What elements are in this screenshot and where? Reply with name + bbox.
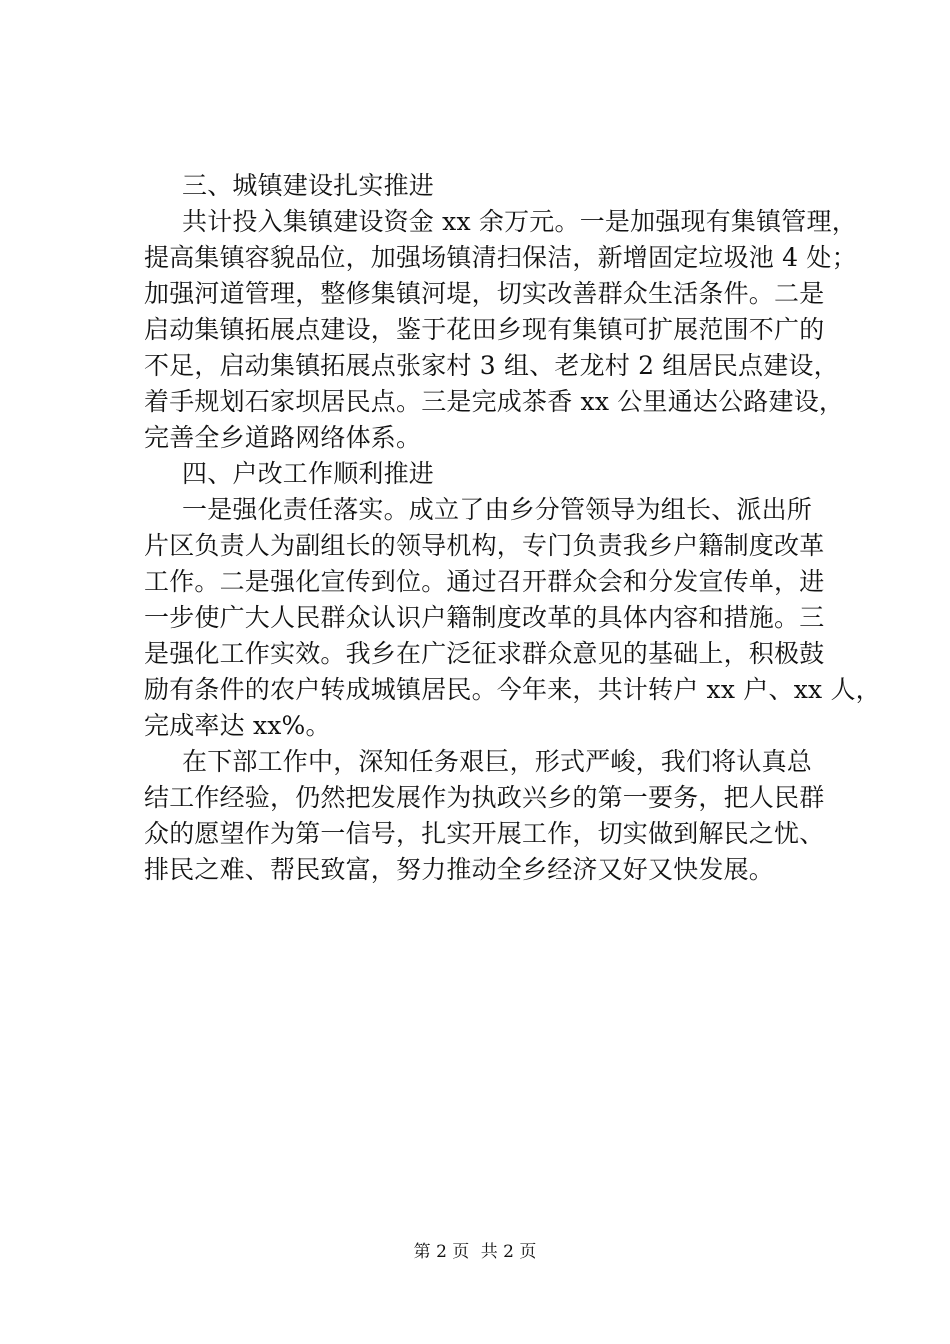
page-total: 共 2 页 <box>480 1242 537 1262</box>
paragraph-line: 是强化工作实效。我乡在广泛征求群众意见的基础上，积极鼓 <box>144 639 825 668</box>
paragraph-line: 着手规划石家坝居民点。三是完成茶香 xx 公里通达公路建设， <box>144 387 845 416</box>
paragraph-line: 一是强化责任落实。成立了由乡分管领导为组长、派出所 <box>182 495 813 524</box>
paragraph-line: 启动集镇拓展点建设，鉴于花田乡现有集镇可扩展范围不广的 <box>144 315 825 344</box>
paragraph-line: 完成率达 xx%。 <box>144 711 331 740</box>
paragraph-line: 完善全乡道路网络体系。 <box>144 423 422 452</box>
paragraph-line: 提高集镇容貌品位，加强场镇清扫保洁，新增固定垃圾池 4 处； <box>144 243 857 272</box>
paragraph-line: 在下部工作中，深知任务艰巨，形式严峻，我们将认真总 <box>182 747 813 776</box>
paragraph-line: 加强河道管理，整修集镇河堤，切实改善群众生活条件。二是 <box>144 279 825 308</box>
document-body <box>144 168 881 888</box>
paragraph-line: 共计投入集镇建设资金 xx 余万元。一是加强现有集镇管理， <box>182 207 857 236</box>
section-heading: 四、户改工作顺利推进 <box>182 459 435 488</box>
paragraph-line: 结工作经验，仍然把发展作为执政兴乡的第一要务，把人民群 <box>144 783 825 812</box>
paragraph-line: 工作。二是强化宣传到位。通过召开群众会和分发宣传单，进 <box>144 567 825 596</box>
section-heading: 三、城镇建设扎实推进 <box>182 171 435 200</box>
page-footer <box>0 1240 950 1264</box>
paragraph-line: 片区负责人为副组长的领导机构，专门负责我乡户籍制度改革 <box>144 531 825 560</box>
page-number: 第 2 页 <box>413 1242 470 1262</box>
paragraph-line: 排民之难、帮民致富，努力推动全乡经济又好又快发展。 <box>144 855 775 884</box>
paragraph-line: 不足，启动集镇拓展点张家村 3 组、老龙村 2 组居民点建设， <box>144 351 839 380</box>
paragraph-line: 众的愿望作为第一信号，扎实开展工作，切实做到解民之忧、 <box>144 819 825 848</box>
paragraph-line: 励有条件的农户转成城镇居民。今年来，共计转户 xx 户、xx 人， <box>144 675 881 704</box>
paragraph-line: 一步使广大人民群众认识户籍制度改革的具体内容和措施。三 <box>144 603 825 632</box>
